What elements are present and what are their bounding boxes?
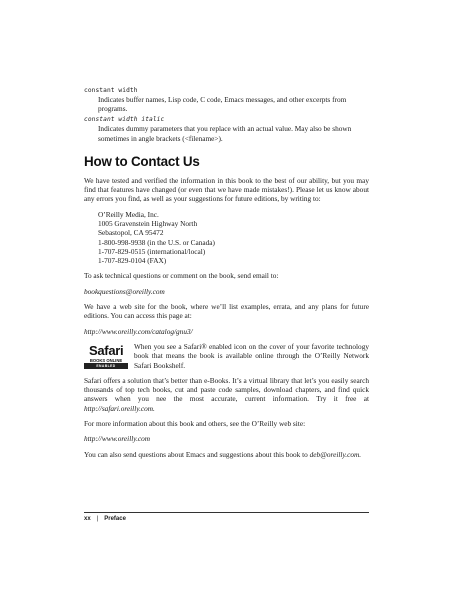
safari-logo-subtitle: BOOKS ONLINE	[89, 357, 123, 363]
footer-section-name: Preface	[104, 516, 126, 522]
more-info-prompt: For more information about this book and others, see the O’Reilly web site:	[84, 419, 306, 429]
mailing-address	[98, 210, 369, 266]
address-line: 1-800-998-9938 (in the U.S. or Canada)	[98, 237, 215, 247]
safari-logo-word: Safari	[89, 342, 124, 358]
convention-description: Indicates dummy parameters that you replace with an actual value. May also be shown sometimes in angle brackets (<filename>).	[98, 124, 352, 143]
page-number: xx	[84, 516, 91, 522]
convention-description: Indicates buffer names, Lisp code, C code, Emacs messages, and other excerpts from programs.	[98, 95, 347, 114]
page-footer	[84, 512, 369, 522]
address-line: 1-707-829-0515 (international/local)	[98, 246, 206, 256]
address-line: Sebastopol, CA 95472	[98, 228, 164, 238]
convention-term: constant width	[84, 87, 138, 94]
email-address-link[interactable]: bookquestions@oreilly.com	[84, 286, 165, 296]
website-paragraph: We have a web site for the book, where we’ll list examples, errata, and any plans for future editions. You can access this page at:	[84, 302, 369, 321]
safari-callout	[84, 342, 369, 370]
emacs-email-link[interactable]: deb@oreilly.com.	[309, 449, 362, 459]
emacs-contact-text: You can also send questions about Emacs and suggestions about this book to	[84, 449, 308, 459]
safari-url-link[interactable]: http://safari.oreilly.com.	[84, 403, 155, 413]
conventions-list	[84, 86, 369, 143]
section-heading: How to Contact Us	[84, 153, 200, 169]
safari-enabled-logo	[84, 344, 128, 372]
address-line: 1005 Gravenstein Highway North	[98, 219, 198, 228]
intro-paragraph: We have tested and verified the information in this book to the best of our ability, but you may find that features have changed (or even that we have made mistakes!). Please let us know about any errors you find, as well as your suggestions for future editions, by writing to:	[84, 175, 369, 204]
address-line: O’Reilly Media, Inc.	[98, 209, 159, 219]
safari-detail-paragraph	[84, 376, 369, 413]
safari-logo-bar	[84, 363, 128, 369]
convention-term-italic: constant width italic	[84, 116, 165, 124]
convention-term	[84, 115, 369, 124]
footer-row	[84, 516, 369, 522]
safari-detail-text: Safari offers a solution that’s better than e-Books. It’s a virtual library that let’s you easily search thousands of top tech books, cut and paste code samples, download chapters, and find quick answers when you nee the most accurate, current information. Try it free at	[84, 375, 369, 404]
safari-logo-bar-text: ENABLED	[96, 363, 116, 368]
book-url-link[interactable]: http://www.oreilly.com/catalog/gnu3/	[84, 326, 193, 336]
safari-paragraph: When you see a Safari® enabled icon on the cover of your favorite technology book that means the book is available online through the O’Reilly Network Safari Bookshelf.	[134, 341, 369, 370]
footer-rule	[84, 512, 369, 513]
footer-separator: |	[96, 516, 99, 522]
email-prompt: To ask technical questions or comment on the book, send email to:	[84, 271, 279, 281]
oreilly-url-link[interactable]: http://www.oreilly.com	[84, 434, 151, 444]
address-line: 1-707-829-0104 (FAX)	[98, 256, 167, 266]
page-content	[84, 86, 369, 459]
emacs-contact-paragraph	[84, 450, 369, 459]
